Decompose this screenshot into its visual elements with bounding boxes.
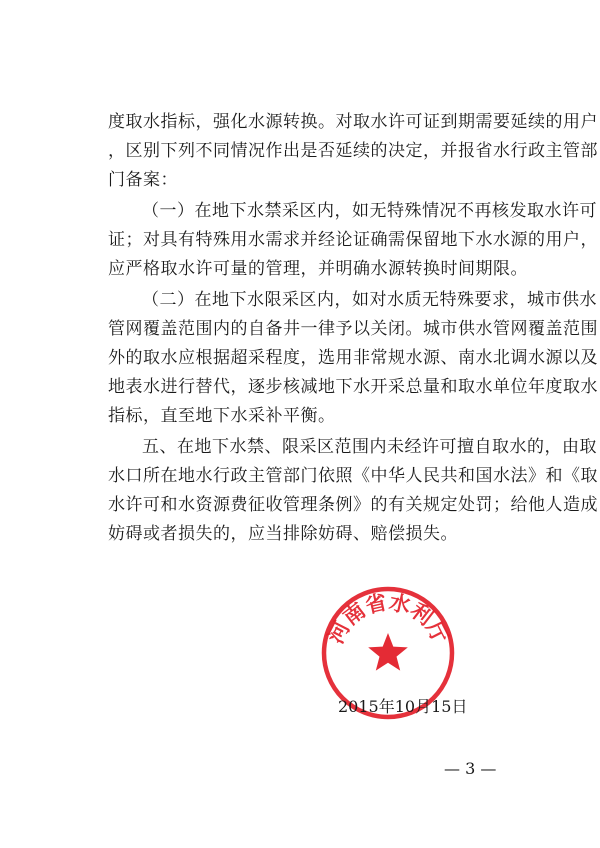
page-number: — 3 — — [444, 759, 497, 778]
text-line: 应严格取水许可量的管理，并明确水源转换时间期限。 — [108, 259, 528, 279]
document-date: 2015年10月15日 — [338, 697, 468, 716]
text-line: （二）在地下水限采区内，如对水质无特殊要求，城市供水 — [142, 290, 597, 310]
seal-text: 河南省水利厅 — [323, 589, 453, 648]
text-line: 水口所在地水行政主管部门依照《中华人民共和国水法》和《取 — [108, 466, 598, 486]
text-line: 五、在地下水禁、限采区范围内未经许可擅自取水的，由取 — [142, 437, 597, 457]
text-line: 妨碍或者损失的，应当排除妨碍、赔偿损失。 — [108, 524, 458, 544]
text-line: 水许可和水资源费征收管理条例》的有关规定处罚；给他人造成 — [108, 495, 598, 515]
star-icon — [368, 633, 408, 671]
text-line: （一）在地下水禁采区内，如无特殊情况不再核发取水许可 — [142, 201, 597, 221]
text-line: 证；对具有特殊用水需求并经论证确需保留地下水水源的用户， — [108, 230, 598, 250]
text-line: 门备案： — [108, 170, 178, 190]
text-line: 指标，直至地下水采补平衡。 — [108, 406, 336, 426]
text-line: 地表水进行替代，逐步核减地下水开采总量和取水单位年度取水 — [108, 377, 598, 397]
text-line: 度取水指标，强化水源转换。对取水许可证到期需要延续的用户 — [108, 112, 598, 132]
document-body — [108, 108, 598, 551]
paragraph-1 — [108, 108, 598, 195]
paragraph-3 — [108, 286, 598, 431]
paragraph-4 — [108, 433, 598, 549]
text-line: 外的取水应根据超采程度，选用非常规水源、南水北调水源以及 — [108, 348, 598, 368]
paragraph-2 — [108, 197, 598, 284]
text-line: ，区别下列不同情况作出是否延续的决定，并报省水行政主管部 — [108, 141, 598, 161]
text-line: 管网覆盖范围内的自备井一律予以关闭。城市供水管网覆盖范围 — [108, 319, 598, 339]
